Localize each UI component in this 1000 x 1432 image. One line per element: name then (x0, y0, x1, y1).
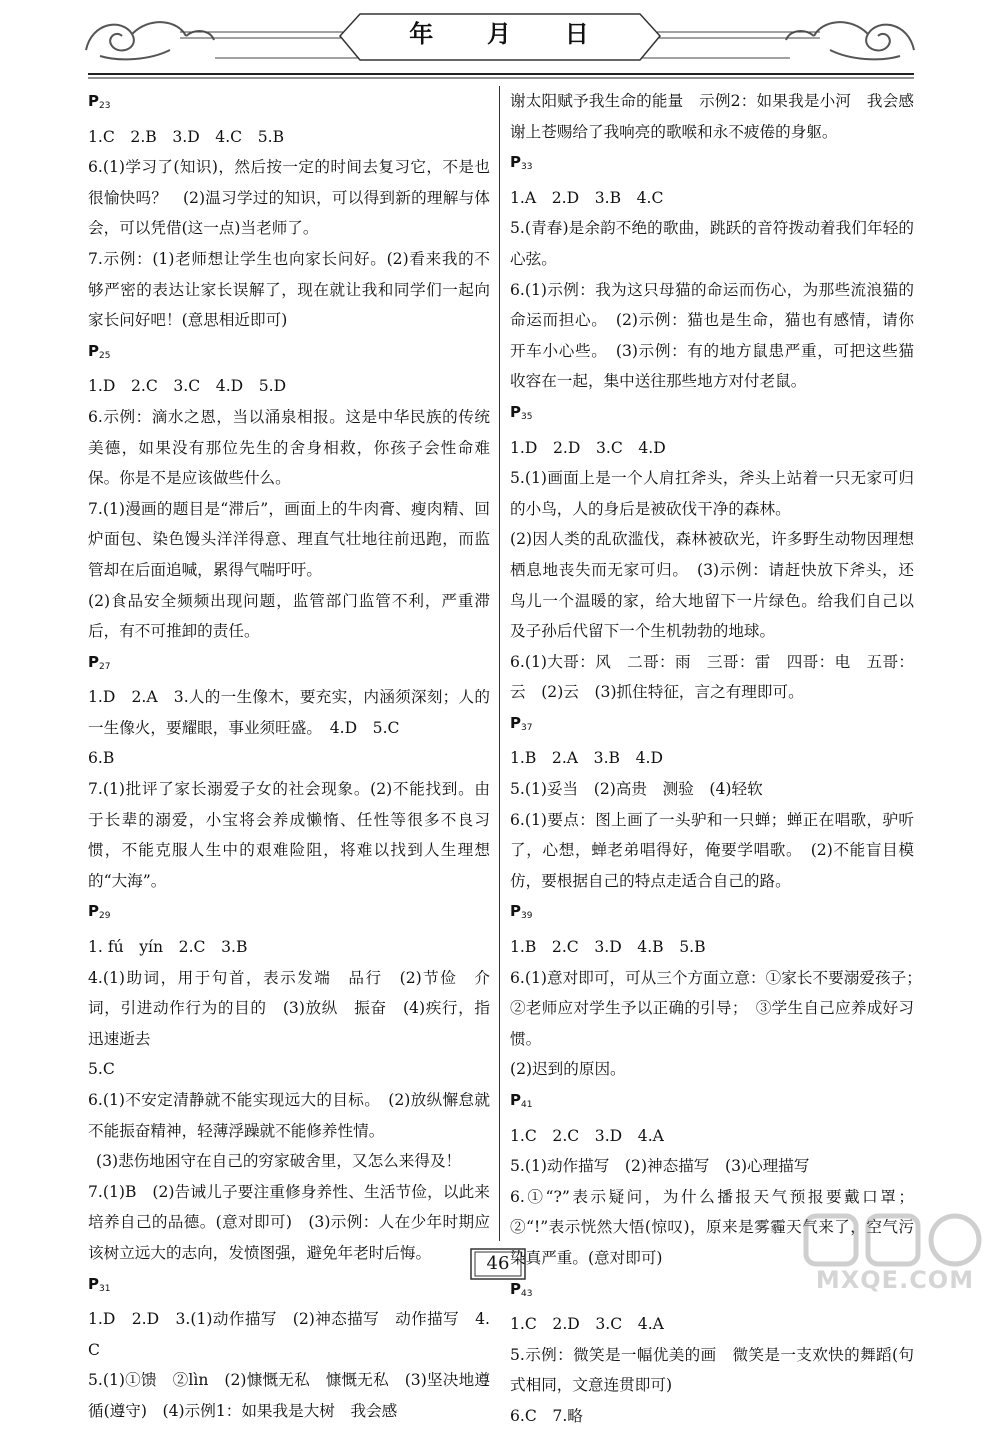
answer-line: 1.D 2.D 3.C 4.D (510, 438, 666, 457)
answer-line: 5.示例：微笑是一幅优美的画 微笑是一支欢快的舞蹈(句式相同，文意连贯即可) (510, 1345, 914, 1395)
answer-line: 7.(1)漫画的题目是“滞后”，画面上的牛肉膏、瘦肉精、回炉面包、染色馒头洋洋得意、理直气壮地往前迅跑，而监管却在后面追喊，累得气喘吁吁。 (88, 499, 490, 579)
answer-line: 1.D 2.D 3.(1)动作描写 (2)神态描写 动作描写 4.C (88, 1310, 490, 1359)
answer-line: 1.B 2.C 3.D 4.B 5.B (510, 938, 706, 957)
page-reference-heading (88, 647, 490, 683)
answer-line: 1.D 2.C 3.C 4.D 5.D (88, 377, 287, 396)
answer-line: 6.(1)要点：图上画了一头驴和一只蝉；蝉正在唱歌，驴听了，心想，蝉老弟唱得好，俺要学唱歌。 (2)不能盲目模仿，要根据自己的特点走适合自己的路。 (510, 810, 914, 890)
page-reference-label: $P_{25}$ (88, 341, 111, 361)
answer-line: (2)迟到的原因。 (510, 1060, 626, 1079)
column-divider (499, 86, 500, 1241)
answer-line: 1.D 2.A 3.人的一生像木，要充实，内涵须深刻；人的一生像火，要耀眼，事业须旺盛。 4.D 5.C (88, 688, 490, 737)
answer-line: 5.(1)画面上是一个人肩扛斧头，斧头上站着一只无家可归的小鸟，人的身后是被砍伐干净的森林。 (510, 469, 914, 518)
answer-line: 5.C (88, 1060, 115, 1079)
answer-line: 5.(1)①馈 ②lìn (2)慷慨无私 慷慨无私 (3)坚决地遵循(遵守) (4)示例1：如果我是大树 我会感 (88, 1371, 490, 1420)
answer-line: 7.示例：(1)老师想让学生也向家长问好。(2)看来我的不够严密的表达让家长误解了，现在就让我和同学们一起向家长问好吧！(意思相近即可) (88, 249, 490, 330)
left-answer-column (88, 86, 490, 1420)
answer-line: 1.A 2.D 3.B 4.C (510, 188, 664, 207)
answer-line: 谢太阳赋予我生命的能量 示例2：如果我是小河 我会感谢上苍赐给了我响亮的歌喉和永不疲倦的身躯。 (510, 92, 914, 141)
answer-line: 5.(1)妥当 (2)高贵 测验 (4)轻软 (510, 780, 763, 799)
answer-line: 4.(1)助词，用于句首，表示发端 品行 (2)节俭 介词，引进动作行为的目的 (3)放纵 振奋 (4)疾行，指迅速逝去 (88, 968, 490, 1048)
page-reference-heading (88, 1269, 490, 1305)
answer-line: 6.(1)意对即可，可从三个方面立意：①家长不要溺爱孩子； ②老师应对学生予以正确的引导； ③学生自己应养成好习惯。 (510, 968, 930, 1048)
page-number-box (469, 1247, 527, 1281)
page-reference-label: $P_{43}$ (510, 1279, 533, 1299)
answer-logo-watermark-icon (800, 1210, 990, 1270)
answer-line: 5.(1)动作描写 (2)神态描写 (3)心理描写 (510, 1157, 810, 1176)
answer-line: 6.C 7.略 (510, 1406, 583, 1425)
page-reference-label: $P_{31}$ (88, 1274, 111, 1294)
answer-line: 1.C 2.D 3.C 4.A (510, 1315, 664, 1334)
page-reference-label: $P_{41}$ (510, 1091, 533, 1110)
answer-line: (2)因人类的乱砍滥伐，森林被砍光，许多野生动物因理想栖息地丧失而无家可归。 (3)示例：请赶快放下斧头，还鸟儿一个温暖的家，给大地留下一片绿色。给我们自己以及子孙后代留下一个生机勃勃的地球。 (510, 530, 914, 641)
answer-line: 6.①“?”表示疑问，为什么播报天气预报要戴口罩；②“!”表示恍然大悟(惊叹)，原来是雾霾天气来了，空气污染真严重。(意对即可) (510, 1187, 914, 1267)
watermark-text: MXQE.COM (815, 1266, 975, 1294)
answer-line: (2)食品安全频频出现问题，监管部门监管不利，严重滞后，有不可推卸的责任。 (88, 591, 490, 641)
answer-line: 6.B (88, 749, 115, 768)
page-reference-heading (510, 147, 914, 183)
page-reference-label: $P_{23}$ (88, 92, 111, 111)
page-reference-label: $P_{35}$ (510, 402, 533, 422)
page-reference-heading (510, 397, 914, 433)
page-reference-label: $P_{37}$ (510, 713, 533, 733)
answer-line: 7.(1)批评了家长溺爱子女的社会现象。(2)不能找到。由于长辈的溺爱，小宝将会养成懒惰、任性等很多不良习惯，不能克服人生中的艰难险阻，将难以找到人生理想的“大海”。 (88, 780, 490, 890)
answer-line: 1.C 2.B 3.D 4.C 5.B (88, 127, 285, 146)
answer-line: 5.(青春)是余韵不绝的歌曲，跳跃的音符拨动着我们年轻的心弦。 (510, 219, 914, 268)
page-reference-heading (88, 336, 490, 372)
answer-line: 1.C 2.C 3.D 4.A (510, 1126, 664, 1145)
page-reference-label: $P_{39}$ (510, 902, 533, 922)
answer-line: 6.示例：滴水之恩，当以涌泉相报。这是中华民族的传统美德，如果没有那位先生的舍身相救，你孩子会性命难保。你是不是应该做些什么。 (88, 407, 490, 488)
page-reference-heading (510, 896, 914, 932)
watermark (800, 1210, 990, 1300)
page-reference-heading (510, 1085, 914, 1121)
answer-line: 6.(1)学习了(知识)，然后按一定的时间去复习它，不是也很愉快吗？ (2)温习学过的知识，可以得到新的理解与体会，可以凭借(这一点)当老师了。 (88, 158, 490, 238)
answer-line: 1. fú yín 2.C 3.B (88, 938, 248, 957)
answer-line: 6.(1)不安定清静就不能实现远大的目标。 (2)放纵懈怠就不能振奋精神，轻薄浮躁就不能修养性情。 (88, 1091, 490, 1140)
answer-line: (3)悲伤地困守在自己的穷家破舍里，又怎么来得及！ (96, 1152, 462, 1171)
page-reference-heading (88, 86, 490, 122)
page-reference-label: $P_{29}$ (88, 902, 111, 922)
answer-line: 1.B 2.A 3.B 4.D (510, 749, 663, 768)
page-number: 46 (486, 1253, 510, 1274)
page-reference-label: $P_{33}$ (510, 153, 533, 173)
page-reference-heading (88, 896, 490, 932)
answer-line: 6.(1)示例：我为这只母猫的命运而伤心，为那些流浪猫的命运而担心。 (2)示例：猫也是生命，猫也有感情，请你开车小心些。 (3)示例：有的地方鼠患严重，可把这些猫收容在一起，集中送往那些地方对付老鼠。 (510, 280, 914, 391)
page-reference-label: $P_{27}$ (88, 652, 111, 672)
answer-line: 7.(1)B (2)告诫儿子要注重修身养性、生活节俭，以此来培养自己的品德。(意对即可) (3)示例：人在少年时期应该树立远大的志向，发愤图强，避免年老时后悔。 (88, 1182, 490, 1262)
date-label: 年 月 日 (409, 19, 591, 48)
page-header (0, 0, 1000, 80)
answer-line: 6.(1)大哥：风 二哥：雨 三哥：雷 四哥：电 五哥：云 (2)云 (3)抓住特征，言之有理即可。 (510, 652, 914, 702)
page-reference-heading (510, 708, 914, 744)
